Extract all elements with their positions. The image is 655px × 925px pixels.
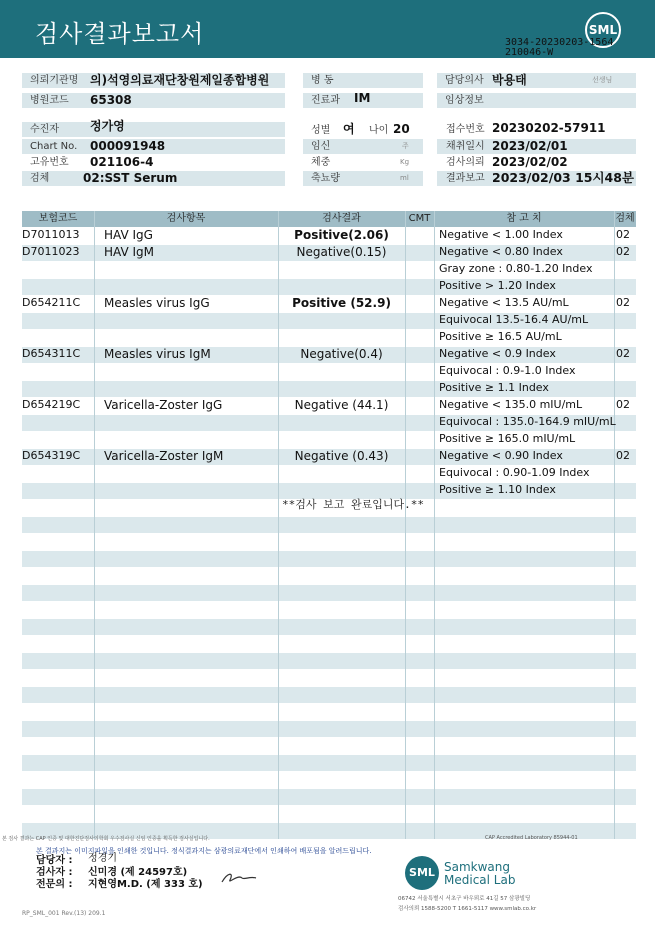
staff-value: 정경기 [88, 853, 117, 864]
specimen-code: 02 [616, 296, 630, 309]
doctor-value: 박용태 [492, 73, 527, 87]
header-reference: 참 고 치 [506, 213, 542, 224]
insurance-code: D654219C [22, 398, 81, 411]
lab-phone: 검사의뢰 1588-5200 T 1661-5117 www.smlab.co.kr [398, 906, 537, 912]
report-title: 검사결과보고서 [35, 20, 205, 48]
row-stripe [22, 687, 636, 703]
specialist-label: 전문의 : [36, 879, 73, 890]
header-result: 검사결과 [322, 213, 361, 224]
test-item: Measles virus IgG [104, 296, 210, 310]
sex-value: 여 [343, 122, 355, 136]
reference-range: Negative < 1.00 Index [439, 228, 563, 241]
collect-value: 2023/02/01 [492, 139, 568, 153]
institution-value: 의)석영의료재단창원제일종합병원 [90, 73, 270, 87]
dept-label: 진료과 [303, 93, 423, 108]
reference-range: Positive > 1.20 Index [439, 279, 556, 292]
weight-label: 체중 [311, 157, 331, 168]
report-label: 결과보고 [446, 173, 485, 184]
hospital-code-value: 65308 [90, 93, 132, 107]
urine-unit: ml [400, 174, 409, 182]
test-result: Negative(0.4) [300, 347, 383, 361]
examiner-value: 신미경 (제 24597호) [88, 867, 188, 878]
insurance-code: D7011013 [22, 228, 80, 241]
test-result: Negative(0.15) [296, 245, 387, 259]
test-item: HAV IgG [104, 228, 153, 242]
test-result: Negative (44.1) [294, 398, 389, 412]
header-cmt: CMT [408, 213, 431, 224]
specimen-code: 02 [616, 347, 630, 360]
weight-unit: Kg [400, 158, 410, 166]
column-divider [405, 211, 406, 839]
insurance-code: D654319C [22, 449, 81, 462]
row-stripe [22, 755, 636, 771]
reference-range: Equivocal 13.5-16.4 AU/mL [439, 313, 589, 326]
examiner-label: 검사자 : [36, 867, 73, 878]
row-stripe [22, 653, 636, 669]
brand-name-line2: Medical Lab [444, 873, 516, 887]
specialist-value: 지현영M.D. (제 333 호) [88, 879, 203, 890]
row-stripe [22, 517, 636, 533]
header-specimen: 검체 [615, 213, 635, 224]
age-value: 20 [393, 122, 410, 136]
specimen-code: 02 [616, 398, 630, 411]
test-item: Varicella-Zoster IgM [104, 449, 224, 463]
institution-label: 의뢰기관명 [22, 73, 285, 88]
cap-accreditation: CAP Accredited Laboratory 85944-01 [485, 835, 578, 841]
doctor-suffix: 선생님 [592, 76, 613, 84]
insurance-code: D7011023 [22, 245, 80, 258]
form-code: RP_SML_001 Rev.(13) 209.1 [22, 910, 106, 917]
brand-name-line1: Samkwang [444, 860, 510, 874]
reference-range: Positive ≥ 1.10 Index [439, 483, 556, 496]
clinical-info-label: 임상정보 [437, 93, 636, 108]
specimen-code: 02 [616, 245, 630, 258]
specimen-value: 02:SST Serum [83, 171, 178, 185]
collect-label: 채취일시 [446, 141, 485, 152]
reference-range: Negative < 13.5 AU/mL [439, 296, 569, 309]
chart-value: 000091948 [90, 139, 166, 153]
header-test-item: 검사항목 [166, 213, 206, 224]
completion-message: **검사 보고 완료입니다.** [282, 498, 424, 511]
row-stripe [22, 585, 636, 601]
request-label: 검사의뢰 [446, 157, 485, 168]
unique-value: 021106-4 [90, 155, 154, 169]
doctor-label: 담당의사 [437, 73, 636, 88]
test-item: HAV IgM [104, 245, 154, 259]
reference-range: Gray zone : 0.80-1.20 Index [439, 262, 593, 275]
specimen-label: 검체 [30, 173, 50, 184]
chart-label: Chart No. [30, 141, 78, 152]
column-divider [434, 211, 435, 839]
reference-range: Positive ≥ 165.0 mIU/mL [439, 432, 576, 445]
pregnancy-unit: 주 [402, 142, 409, 150]
specimen-code: 02 [616, 228, 630, 241]
specimen-code: 02 [616, 449, 630, 462]
barcode-number: 3034-20230203-1564 [505, 37, 614, 48]
reference-range: Negative < 0.80 Index [439, 245, 563, 258]
samkwang-logo: SML [405, 856, 439, 890]
reference-range: Equivocal : 0.9-1.0 Index [439, 364, 576, 377]
signature-icon [220, 868, 260, 886]
column-divider [614, 211, 615, 839]
row-stripe [22, 721, 636, 737]
hospital-code-label: 병원코드 [22, 93, 285, 108]
barcode-suffix: 210046-W [505, 47, 554, 58]
receipt-label: 접수번호 [446, 124, 485, 135]
test-result: Positive (52.9) [292, 296, 391, 310]
sex-label: 성별 [311, 125, 331, 136]
test-result: Positive(2.06) [294, 228, 389, 242]
printed-copy-note: 본 결과지는 이미지파일을 인쇄한 것입니다. 정식결과지는 삼광의료재단에서 인쇄하여 배포됨을 알려드립니다. [36, 847, 372, 855]
urine-label: 축뇨량 [311, 173, 340, 184]
reference-range: Negative < 0.90 Index [439, 449, 563, 462]
report-value: 2023/02/03 15시48분 [492, 170, 635, 185]
ward-label: 병 동 [303, 73, 423, 88]
reference-range: Negative < 0.9 Index [439, 347, 556, 360]
staff-label: 담당자 : [36, 855, 73, 866]
insurance-code: D654211C [22, 296, 81, 309]
receipt-value: 20230202-57911 [492, 121, 606, 135]
lab-address: 06742 서울특별시 서초구 바우뫼로 41길 57 삼광빌딩 [398, 896, 531, 902]
row-stripe [22, 551, 636, 567]
report-header [0, 0, 655, 58]
sml-logo: SML [585, 12, 621, 48]
row-stripe [22, 619, 636, 635]
age-label: 나이 [369, 125, 389, 136]
insurance-code: D654311C [22, 347, 81, 360]
reference-range: Positive ≥ 16.5 AU/mL [439, 330, 562, 343]
unique-label: 고유번호 [30, 157, 69, 168]
reference-range: Positive ≥ 1.1 Index [439, 381, 549, 394]
reference-range: Equivocal : 135.0-164.9 mIU/mL [439, 415, 616, 428]
test-result: Negative (0.43) [294, 449, 389, 463]
header-insurance-code: 보험코드 [38, 213, 78, 224]
test-item: Varicella-Zoster IgG [104, 398, 223, 412]
column-divider [94, 211, 95, 839]
reference-range: Negative < 135.0 mIU/mL [439, 398, 583, 411]
row-stripe [22, 789, 636, 805]
disclaimer-text: 본 검사 결과는 CAP 인증 및 대한진단검사의학회 우수검사실 신임 인증을 획득한 검사실입니다. [2, 836, 210, 842]
request-value: 2023/02/02 [492, 155, 568, 169]
pregnancy-label: 임신 [311, 141, 331, 152]
dept-value: IM [354, 91, 371, 105]
patient-value: 정가영 [90, 119, 125, 133]
test-item: Measles virus IgM [104, 347, 211, 361]
patient-label: 수진자 [22, 122, 285, 137]
reference-range: Equivocal : 0.90-1.09 Index [439, 466, 590, 479]
